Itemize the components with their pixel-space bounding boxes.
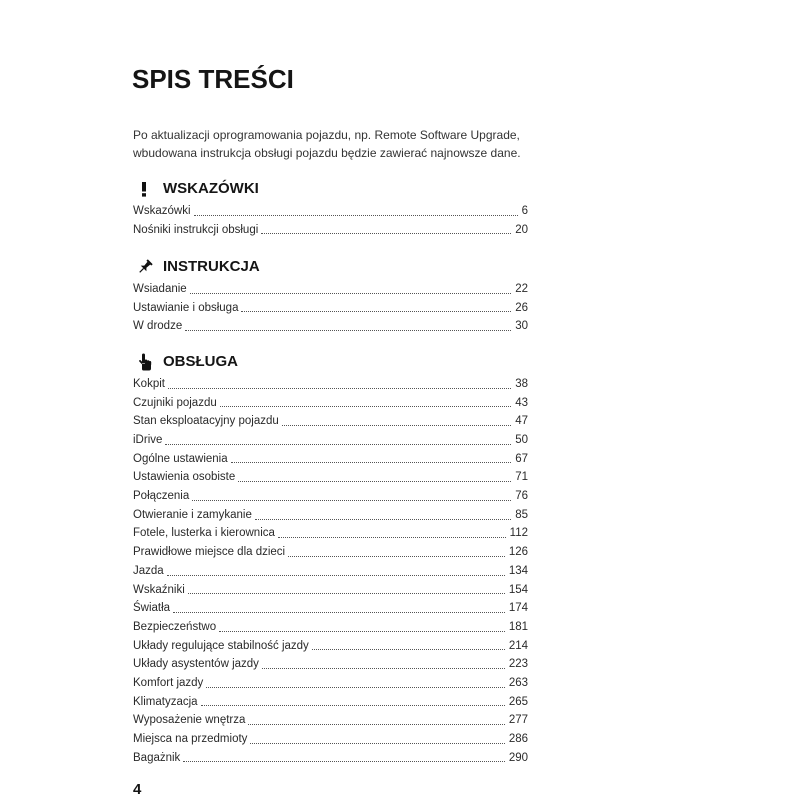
toc-entry-page-number: 134 [508, 564, 528, 577]
toc-entry-label: Układy asystentów jazdy [133, 658, 259, 671]
dot-leader [282, 425, 511, 426]
toc-entry-label: Światła [133, 602, 171, 615]
toc-entry [133, 375, 528, 394]
toc-entry [133, 562, 528, 581]
toc-entry-label: Wsiadanie [133, 282, 187, 295]
dot-leader [231, 462, 512, 463]
dot-leader [194, 215, 518, 216]
dot-leader [185, 330, 511, 331]
toc-entry-label: Układy regulujące stabilność jazdy [133, 639, 309, 652]
toc-entry-page-number: 47 [515, 415, 528, 428]
dot-leader [167, 575, 505, 576]
toc-section [133, 350, 528, 767]
dot-leader [168, 388, 511, 389]
toc-entry [133, 394, 528, 413]
toc-entry-label: Stan eksploatacyjny pojazdu [133, 415, 279, 428]
dot-leader [255, 519, 511, 520]
section-heading [133, 177, 528, 201]
toc-entry [133, 655, 528, 674]
toc-entry-label: Prawidłowe miejsce dla dzieci [133, 546, 286, 559]
toc-entry [133, 525, 528, 544]
dot-leader [248, 724, 504, 725]
toc-entry-label: Miejsca na przedmioty [133, 733, 248, 746]
dot-leader [165, 444, 511, 445]
toc-entry [133, 299, 528, 318]
toc-entry [133, 221, 528, 240]
toc-entry [133, 581, 528, 600]
toc-entry [133, 468, 528, 487]
toc-entry-label: Kokpit [133, 377, 165, 390]
toc-entry [133, 487, 528, 506]
dot-leader [192, 500, 511, 501]
toc-entry-page-number: 22 [515, 282, 528, 295]
toc-entry-label: Połączenia [133, 490, 190, 503]
toc-entry-page-number: 290 [508, 751, 528, 764]
toc-entry-label: Wskaźniki [133, 583, 185, 596]
dot-leader [288, 556, 505, 557]
toc-entry [133, 599, 528, 618]
section-heading [133, 255, 528, 279]
dot-leader [183, 761, 505, 762]
toc-entry-label: W drodze [133, 320, 183, 333]
dot-leader [250, 743, 504, 744]
toc-entry-label: Wskazówki [133, 204, 191, 217]
dot-leader [220, 406, 511, 407]
table-of-contents [133, 0, 528, 800]
toc-entry-page-number: 174 [508, 602, 528, 615]
dot-leader [261, 233, 511, 234]
dot-leader [173, 612, 505, 613]
toc-entry-page-number: 265 [508, 695, 528, 708]
toc-entry-page-number: 30 [515, 320, 528, 333]
dot-leader [219, 631, 505, 632]
page-number: 4 [133, 781, 142, 798]
toc-entry-label: Wyposażenie wnętrza [133, 714, 246, 727]
intro-line: wbudowana instrukcja obsługi pojazdu będzie zawierać najnowsze dane. [133, 146, 521, 160]
toc-entry-page-number: 154 [508, 583, 528, 596]
toc-entry-page-number: 26 [515, 301, 528, 314]
toc-entry-page-number: 223 [508, 658, 528, 671]
toc-entry-label: Komfort jazdy [133, 676, 204, 689]
dot-leader [241, 311, 511, 312]
toc-entry-page-number: 38 [515, 377, 528, 390]
dot-leader [206, 687, 505, 688]
pointing-hand-icon [138, 353, 152, 371]
toc-entry-label: Ogólne ustawienia [133, 452, 228, 465]
toc-entry-page-number: 67 [515, 452, 528, 465]
toc-entry [133, 506, 528, 525]
pushpin-icon [137, 259, 153, 275]
toc-entry [133, 202, 528, 221]
toc-entry-page-number: 181 [508, 620, 528, 633]
toc-entry [133, 317, 528, 336]
toc-entry-label: Otwieranie i zamykanie [133, 508, 252, 521]
toc-entry-label: Fotele, lusterka i kierownica [133, 527, 275, 540]
dot-leader [201, 705, 505, 706]
toc-entry-page-number: 76 [515, 490, 528, 503]
toc-entry-label: Klimatyzacja [133, 695, 198, 708]
toc-entry [133, 637, 528, 656]
section-heading [133, 350, 528, 374]
toc-entry [133, 543, 528, 562]
toc-entry-page-number: 277 [508, 714, 528, 727]
dot-leader [312, 649, 505, 650]
toc-entry-page-number: 286 [508, 733, 528, 746]
toc-entry-page-number: 263 [508, 676, 528, 689]
dot-leader [238, 481, 511, 482]
toc-entry-page-number: 43 [515, 396, 528, 409]
toc-entry-page-number: 112 [509, 527, 528, 540]
toc-section [133, 255, 528, 336]
toc-entry-label: Czujniki pojazdu [133, 396, 217, 409]
toc-entry-label: Nośniki instrukcji obsługi [133, 223, 259, 236]
toc-entry-label: Ustawianie i obsługa [133, 301, 239, 314]
toc-entry [133, 674, 528, 693]
toc-entry-page-number: 6 [521, 204, 528, 217]
section-heading-text: INSTRUKCJA [163, 258, 260, 275]
toc-entry-label: Bezpieczeństwo [133, 620, 217, 633]
dot-leader [188, 593, 505, 594]
toc-entry [133, 749, 528, 768]
dot-leader [262, 668, 505, 669]
intro-line: Po aktualizacji oprogramowania pojazdu, np. Remote Software Upgrade, [133, 128, 520, 142]
toc-entry [133, 618, 528, 637]
toc-entry [133, 412, 528, 431]
toc-entry [133, 431, 528, 450]
toc-section [133, 177, 528, 239]
toc-entry-label: iDrive [133, 434, 163, 447]
dot-leader [278, 537, 506, 538]
section-heading-text: OBSŁUGA [163, 353, 238, 370]
toc-entry-page-number: 20 [515, 223, 528, 236]
toc-entry [133, 693, 528, 712]
toc-entry-label: Ustawienia osobiste [133, 471, 236, 484]
toc-entry [133, 711, 528, 730]
toc-entry-label: Bagażnik [133, 751, 181, 764]
toc-entry-page-number: 85 [515, 508, 528, 521]
exclamation-icon [137, 181, 153, 197]
toc-entry [133, 450, 528, 469]
toc-entry [133, 280, 528, 299]
toc-entry [133, 730, 528, 749]
toc-entry-page-number: 126 [508, 546, 528, 559]
toc-entry-label: Jazda [133, 564, 164, 577]
toc-entry-page-number: 50 [515, 434, 528, 447]
page-title: SPIS TREŚCI [132, 64, 294, 94]
toc-entry-page-number: 214 [508, 639, 528, 652]
dot-leader [190, 293, 512, 294]
toc-entry-page-number: 71 [515, 471, 528, 484]
section-heading-text: WSKAZÓWKI [163, 180, 259, 197]
